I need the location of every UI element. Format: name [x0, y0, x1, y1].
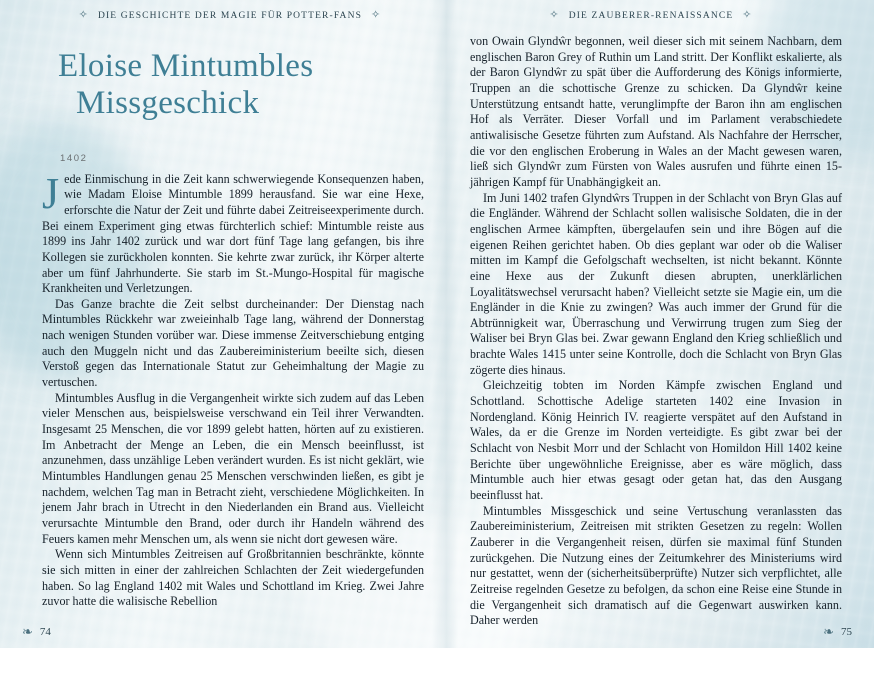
- paragraph: Mintumbles Ausflug in die Vergangenheit wirkte sich zudem auf das Leben vieler Menschen aus, beispielsweise verschwand ein Teil ihrer Verwandten. Insgesamt 25 Menschen, die vor 1899 gelebt hatten, hörten auf zu existieren. Im Anbetracht der Menge an Leben, die ein Mensch beeinflusst, ist anzunehmen, dass unzählige Leben verändert wurden. Es ist nicht geklärt, wie Mintumbles Handlungen genau 25 Menschen verschwinden ließen, es gibt je nachdem, welchen Tag man in Betracht zieht, verschiedene Möglichkeiten. In jenem Jahr brach in Utrecht in den Niederlanden ein Brand aus. Vielleicht verursachte Mintumble den Brand, oder durch ihr Handeln während des Feuers kamen mehr Menschen um, als wenn sie nicht dort gewesen wäre.: [42, 390, 424, 546]
- page-number-left: [22, 625, 51, 638]
- page-number-right: [823, 625, 852, 638]
- paragraph-text: ede Einmischung in die Zeit kann schwerwiegende Konsequenzen haben, wie Madam Eloise Mintumble 1899 herausfand. Sie war eine Hexe, erforschte die Natur der Zeit und führte dabei Zeitreiseexperimente durch. Bei einem Experiment ging etwas fürchterlich schief: Mintumble reiste aus 1899 ins Jahr 1402 zurück und war dort fünf Tage lang gefangen, bis ihre Kollegen sie zurückholen konnten. Sie kehrte zwar zurück, ihr Körper alterte aber um fünf Jahrhunderte. Sie starb im St.-Mungo-Hospital für magische Krankheiten und Verletzungen.: [42, 171, 424, 296]
- paragraph: [42, 168, 424, 297]
- paragraph: Das Ganze brachte die Zeit selbst durcheinander: Der Dienstag nach Mintumbles Rückkehr war zweieinhalb Tage lang, während der Donnerstag nach wenigen Stunden vorüber war. Diese immense Zeitverschiebung entging auch den Muggeln nicht und das Zaubereiministerium beeilte sich, diesen Verstoß gegen das Internationale Statut zur Geheimhaltung der Magie zu vertuschen.: [42, 296, 424, 390]
- running-head-left-text: DIE GESCHICHTE DER MAGIE FÜR POTTER-FANS: [97, 11, 363, 21]
- ornament-icon: ✧: [742, 9, 753, 21]
- page-gutter: [432, 0, 458, 648]
- drop-cap: J: [42, 168, 60, 218]
- running-head-right: [456, 10, 846, 21]
- ornament-icon: ✧: [549, 9, 560, 21]
- page-title: [58, 48, 424, 123]
- left-column: [42, 34, 424, 610]
- page-title-line1: Eloise Mintumbles: [58, 48, 314, 84]
- running-head-left: [40, 10, 420, 21]
- paragraph: Gleichzeitig tobten im Norden Kämpfe zwischen England und Schottland. Schottische Adelige starteten 1402 eine Invasion in Nordengland. König Heinrich IV. reagierte verspätet auf den Aufstand in Wales, da er die Grenze im Norden verteidigte. Es gibt zwar bei der Schlacht von Nesbit Morr und der Schlacht von Homildon Hill 1402 keine Berichte über ungewöhnliche Ereignisse, aber es wäre möglich, dass Mintumble auch hier etwas gesagt oder getan hat, das den Ausgang beeinflusst hat.: [470, 378, 842, 503]
- paragraph: Im Juni 1402 trafen Glyndŵrs Truppen in der Schlacht von Bryn Glas auf die Engländer. Während der Schlacht sollen walisische Soldaten, die in der englischen Armee kämpften, übergelaufen sein und ihre Bögen auf die eigenen Reihen gerichtet haben. Ob dies geplant war oder ob die Waliser mitten im Kampf die Gefolgschaft wechselten, ist nicht bekannt. Könnte eine Hexe aus der Zukunft diesen abrupten, unerklärlichen Loyalitätswechsel verursacht haben? Vielleicht setzte sie Magie ein, um die Engländer in die Knie zu zwingen? Was auch immer der Grund für die Abtrünnigkeit war, Überraschung und Verwirrung trugen zum Sieg der Waliser bei Bryn Glas bei. Zwar gewann England den Krieg schließlich und brachte Wales 1415 unter seine Kontrolle, doch die Schlacht von Bryn Glas zögerte dies hinaus.: [470, 190, 842, 377]
- paragraph: von Owain Glyndŵr begonnen, weil dieser sich mit seinem Nachbarn, dem englischen Baron Grey of Ruthin um Land stritt. Der Konflikt eskalierte, als der Baron Glyndŵr zu spät über die Aufforderung des Königs informierte, Truppen an die schottische Grenze zu schicken. Da Glyndŵr keine Unterstützung entsandt hatte, verunglimpfte der Baron ihn am englischen Hof als Verräter. Dieser Vorfall und im Parlament verabschiedete antiwalisische Gesetze führten zum Aufstand. Als Nachfahre der Herrscher, die vor den englischen Eroberung in Wales an der Macht gewesen waren, ließ sich Glyndŵr zum Fürsten von Wales ausrufen und führte einen 15-jährigen Kampf für Unabhängigkeit an.: [470, 34, 842, 189]
- paragraph: Wenn sich Mintumbles Zeitreisen auf Großbritannien beschränkte, könnte sie sich mitten in einer der zahlreichen Schlachten der Zeit wiedergefunden haben. So lag England 1402 mit Wales und Schottland im Krieg. Zwei Jahre zuvor hatte die walisische Rebellion: [42, 547, 424, 609]
- flourish-icon: ❧: [22, 624, 33, 639]
- running-head-right-text: DIE ZAUBERER-RENAISSANCE: [568, 11, 734, 21]
- page-title-line2: Missgeschick: [76, 85, 260, 122]
- ornament-icon: ✧: [78, 9, 89, 21]
- paragraph: Mintumbles Missgeschick und seine Vertuschung veranlassten das Zaubereiministerium, Zeitreisen mit strikten Gesetzen zu regeln: Wollen Zauberer in die Vergangenheit reisen, dürfen sie maximal fünf Stunden zurückgehen. Die Nutzung eines der Zeitumkehrer des Ministeriums wird nur gestattet, wenn der (sicherheitsüberprüfte) Nutzer sich verpflichtet, alle Zeitreise regelnden Gesetze zu befolgen, da schon eine Reise eine Stunde in die Vergangenheit sich dramatisch auf die Gegenwart auswirken kann. Daher werden: [470, 503, 842, 628]
- flourish-icon: ❧: [823, 624, 834, 639]
- right-column: [470, 34, 842, 629]
- page-number-left-text: 74: [39, 625, 51, 638]
- page-number-right-text: 75: [841, 625, 852, 638]
- ornament-icon: ✧: [371, 9, 382, 21]
- year-label: 1402: [60, 152, 88, 164]
